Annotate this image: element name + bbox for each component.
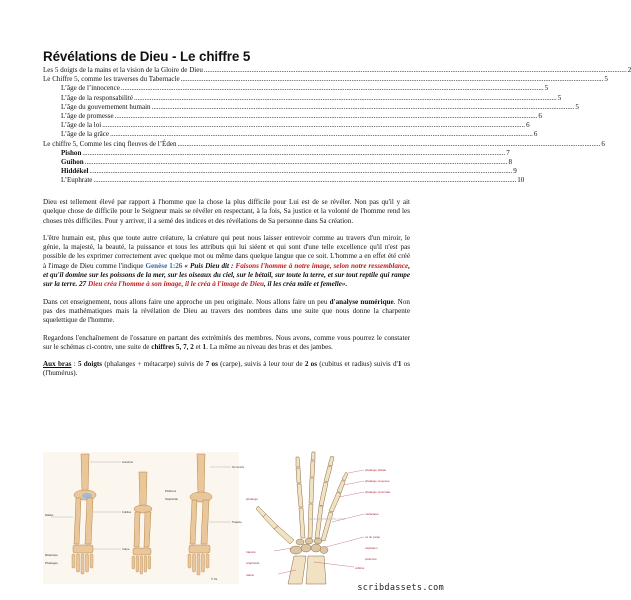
- toc-page-number: 2: [627, 66, 631, 74]
- arms-text-e: (carpe), suivis à leur tour de: [220, 360, 303, 369]
- arms-text-c: (phalanges + métacarpe) suivis de: [104, 360, 204, 369]
- anatomy-figure: [43, 452, 410, 584]
- arms-colon: :: [73, 360, 76, 369]
- arms-five-fingers: 5 doigts: [77, 360, 103, 369]
- toc-entry[interactable]: [43, 167, 517, 176]
- analysis-emphasis: d'analyse numérique: [329, 297, 394, 306]
- skeleton-number-one: 1: [202, 342, 207, 351]
- toc-entry-title: L’âge de la loi: [61, 121, 102, 130]
- image-watermark: www.docteurclic.com: [308, 516, 346, 521]
- paragraph-skeleton: [43, 334, 410, 353]
- toc-leader-dots: [152, 103, 575, 112]
- toc-page-number: 5: [604, 75, 608, 84]
- toc-entry-title: L’âge de l’innocence: [61, 84, 120, 93]
- toc-leader-dots: [89, 167, 512, 176]
- figure-label-left: Pisiforme: [165, 490, 177, 493]
- toc-entry[interactable]: [43, 112, 542, 121]
- toc-entry[interactable]: [43, 102, 579, 112]
- paragraph-intro: [43, 198, 410, 226]
- toc-leader-dots: [204, 66, 627, 75]
- arms-seven-bones: 7 os: [205, 360, 218, 369]
- figure-label-left: Os crochu: [232, 466, 245, 469]
- toc-entry-title: L’Euphrate: [61, 176, 93, 185]
- toc-leader-dots: [110, 130, 533, 139]
- toc-page-number: 10: [517, 176, 525, 185]
- document-page: [43, 0, 631, 600]
- figure-label-left: Humérus: [122, 461, 133, 464]
- analysis-text-c: . Non pas des mathématiques mais la révélation de Dieu au travers des nombres dans une suite que nous donne la charpente squelettique de l'homme.: [43, 297, 410, 325]
- skeleton-text-e: . La même au niveau des bras et des jambes.: [206, 342, 333, 351]
- toc-leader-dots: [102, 121, 525, 130]
- table-of-contents: [43, 66, 631, 186]
- source-watermark: scribdassets.com: [357, 583, 444, 593]
- figure-caption-left: © Os: [211, 578, 218, 581]
- figure-label-right: trapèze: [246, 550, 256, 554]
- arms-text-g: (cubitus et radius) suivis d': [319, 360, 398, 369]
- quote-highlight-1: Faisons l'homme à notre image, selon notre ressemblance: [235, 261, 409, 270]
- skeleton-numbers: chiffres 5, 7, 2: [151, 342, 194, 351]
- toc-entry-title: Pishon: [61, 148, 82, 157]
- toc-page-number: 6: [601, 139, 605, 148]
- paragraph-genesis: [43, 234, 410, 290]
- toc-entry[interactable]: [43, 66, 631, 75]
- toc-entry-title: Le Chiffre 5, comme les traverses du Tabernacle: [43, 75, 180, 84]
- page-title: Révélations de Dieu - Le chiffre 5: [43, 49, 251, 64]
- quote-highlight-2: Dieu créa l'homme à son image, il le créa à l'image de Dieu: [88, 280, 264, 289]
- figure-label-right: phalange proximale: [365, 490, 391, 494]
- arms-one-bone: 1: [397, 360, 402, 369]
- toc-leader-dots: [134, 94, 557, 103]
- toc-page-number: 6: [533, 130, 538, 139]
- paragraph-analysis: [43, 298, 410, 326]
- toc-entry[interactable]: [43, 158, 513, 167]
- toc-page-number: 6: [526, 121, 530, 130]
- toc-entry-title: L’âge du gouvernement humain: [61, 102, 151, 111]
- toc-page-number: 9: [513, 167, 517, 176]
- toc-leader-dots: [85, 158, 508, 167]
- toc-entry[interactable]: [43, 121, 530, 130]
- toc-entry-title: Les 5 doigts de la mains et la vision de la Gloire de Dieu: [43, 66, 203, 74]
- toc-entry[interactable]: [43, 93, 562, 103]
- toc-page-number: 7: [506, 148, 510, 157]
- toc-entry-title: L’âge de la responsabilité: [61, 93, 133, 102]
- forearm-bones-illustration: [43, 452, 245, 584]
- figure-label-left: Phalanges: [45, 562, 58, 565]
- toc-entry-title: L’âge de promesse: [61, 112, 114, 121]
- toc-entry[interactable]: [43, 139, 605, 149]
- toc-entry[interactable]: [43, 75, 608, 84]
- quote-part-3: , il les créa mâle et femelle».: [263, 280, 348, 289]
- toc-page-number: 8: [508, 158, 513, 167]
- figure-label-right: phalange distale: [365, 468, 387, 472]
- paragraph-intro-text: Dieu est tellement élevé par rapport à l'homme que la chose la plus difficile pour Lui est de se révéler. Non pas qu'il y ait quelque chose de difficile pour le Seigneur mais se révéler en respectant, à la fois, Sa justice et la volonté de l'homme rend les choses très difficiles. Pour y arriver, il a semé des indices et des révélations de Sa personne dans Sa création.: [43, 198, 410, 225]
- toc-entry-title: L’âge de la grâce: [61, 130, 110, 139]
- figure-label-right: cubitus: [355, 566, 365, 570]
- genesis-intro-text: L'être humain est, plus que toute autre créature, la créature qui peut nous laisser entrevoir comme au travers d'un miroir, le génie, la majesté, la beauté, la puissance et tous les attributs qui lui siéent et qui sont d'une telle excellence qu'il n'est pas possible de les exprimer correctement avec quelque mot ou même dans quelque langue que ce soit. L'homme a en effet été créé à l'image de Dieu comme l'indique: [43, 233, 410, 270]
- figure-label-left: Métacarpe: [45, 554, 58, 557]
- toc-page-number: 5: [544, 84, 549, 93]
- toc-entry[interactable]: [43, 130, 538, 139]
- figure-label-left: Scaphoïde: [165, 498, 178, 501]
- toc-page-number: 5: [575, 102, 579, 111]
- figure-label-right: os du carpe: [365, 535, 381, 539]
- arms-two-bones: 2 os: [304, 360, 318, 369]
- toc-entry[interactable]: [43, 148, 510, 158]
- skeleton-text-c: et: [195, 342, 201, 351]
- skeleton-text-a: Regardons l'enchaînement de l'ossature en partant des extrémités des membres. Nous avons, comme vous pourrez le constater sur le schémas ci-contre, une suite de: [43, 333, 410, 351]
- figure-label-right: scaphoïde: [246, 561, 260, 565]
- figure-label-left: Carpe: [122, 548, 130, 551]
- figure-label-left: Radius: [45, 514, 54, 517]
- arms-heading: Aux bras: [43, 360, 72, 369]
- toc-entry[interactable]: [43, 84, 549, 93]
- figure-label-right: phalange moyenne: [365, 479, 390, 483]
- toc-leader-dots: [178, 140, 601, 149]
- toc-leader-dots: [121, 84, 544, 93]
- analysis-text-a: Dans cet enseignement, nous allons faire une approche un peu originale. Nous allons faire un peu: [43, 297, 328, 306]
- figure-label-right: pisiforme: [365, 557, 377, 561]
- toc-entry-title: Guihon: [61, 158, 84, 167]
- arms-text-i: os (l'humérus).: [43, 360, 411, 378]
- document-body: [43, 198, 410, 387]
- figure-label-right: radius: [246, 573, 254, 577]
- figure-label-right: capitatum: [365, 546, 378, 550]
- figure-label-left: Cubitus: [122, 511, 132, 514]
- toc-leader-dots: [82, 149, 505, 158]
- toc-entry[interactable]: [43, 176, 525, 185]
- toc-entry-title: Le chiffre 5, Comme les cinq fleuves de l’Éden: [43, 139, 177, 148]
- paragraph-arms: [43, 360, 410, 379]
- toc-page-number: 5: [557, 93, 562, 102]
- toc-entry-title: Hiddékel: [61, 167, 89, 176]
- figure-label-left: Trapèze: [232, 521, 242, 524]
- quote-part-2: , et qu'il domine sur les poissons de la mer, sur les oiseaux du ciel, sur le bétail, sur toute la terre, et sur tout reptile qui rampe sur la terre. 27: [43, 261, 410, 289]
- bible-reference-link[interactable]: Genèse 1:26: [145, 261, 183, 270]
- toc-page-number: 6: [538, 112, 542, 121]
- hand-bones-illustration: [244, 452, 410, 584]
- figure-label-right: phalange: [246, 497, 258, 501]
- figure-label-right: métacarpe: [365, 512, 379, 516]
- quote-part-1: « Puis Dieu dit :: [184, 261, 234, 270]
- toc-leader-dots: [181, 75, 604, 84]
- toc-leader-dots: [115, 112, 538, 121]
- toc-leader-dots: [93, 176, 516, 185]
